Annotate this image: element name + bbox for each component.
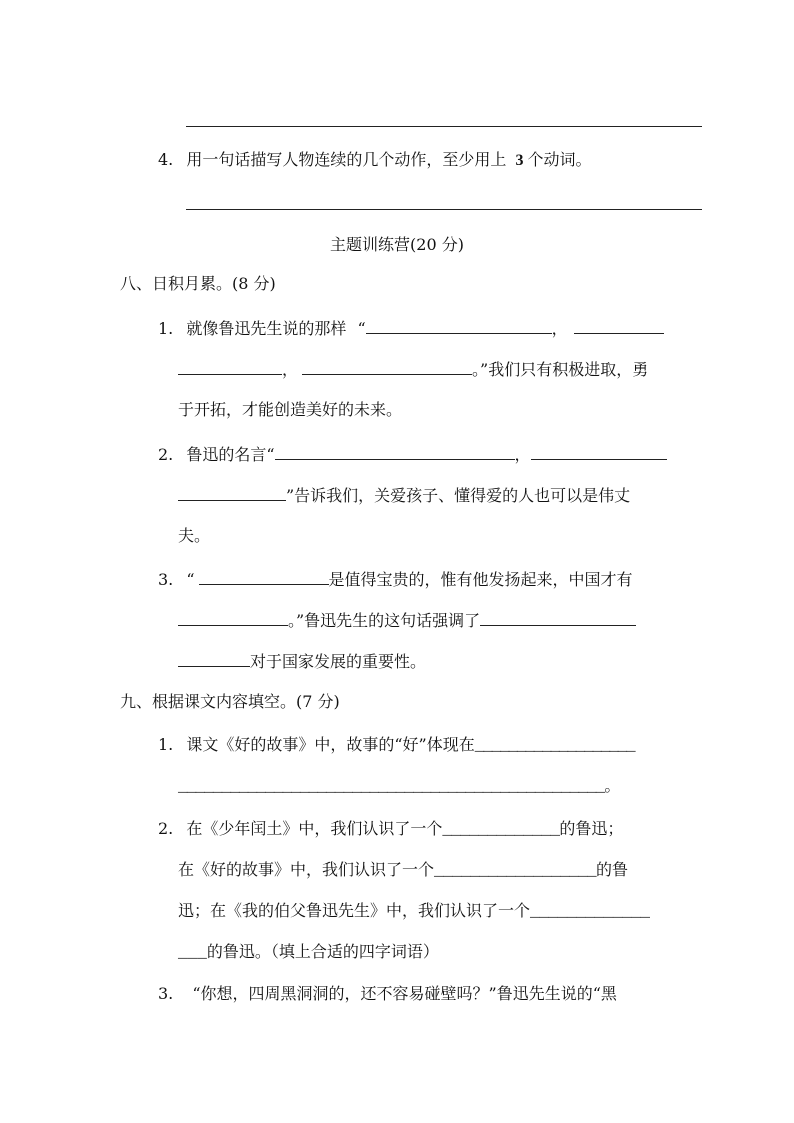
- s8-item-1-line-2: [178, 358, 648, 380]
- question-text: 的鲁迅；: [559, 819, 624, 838]
- question-number: 3.: [158, 570, 174, 589]
- question-number: 1.: [158, 319, 174, 338]
- section-8-heading: 八、日积月累。(8 分): [120, 274, 276, 293]
- question-text: 是值得宝贵的，惟有他发扬起来，中国才有: [328, 570, 633, 589]
- question-text: 对于国家发展的重要性。: [250, 652, 427, 671]
- question-number: 1.: [158, 735, 174, 754]
- fill-blank[interactable]: ___________________: [474, 737, 635, 755]
- question-number: 2.: [158, 819, 174, 838]
- fill-blank[interactable]: [178, 358, 282, 375]
- question-text: 。”我们只有积极进取，勇: [472, 360, 649, 379]
- s8-item-2-line-3: 夫。: [178, 526, 211, 545]
- question-text: 在《好的故事》中，我们认识了一个: [178, 860, 435, 879]
- question-number: 4.: [158, 150, 174, 169]
- fill-blank[interactable]: [178, 609, 288, 626]
- fill-blank[interactable]: [275, 443, 515, 460]
- s9-item-2-line-1: [158, 819, 623, 840]
- s8-item-3-line-2: [178, 609, 636, 631]
- fill-blank[interactable]: _________________________________________________: [178, 778, 605, 796]
- question-number: 3.: [158, 984, 174, 1003]
- fill-blank[interactable]: [302, 358, 472, 375]
- section-9-heading: 九、根据课文内容填空。(7 分): [120, 692, 340, 711]
- answer-line[interactable]: [186, 126, 702, 127]
- question-text-end: 个动词。: [527, 150, 592, 169]
- question-text: 。”鲁迅先生的这句话强调了: [288, 611, 481, 630]
- quote-mark: “: [186, 570, 195, 589]
- fill-blank[interactable]: [574, 317, 664, 334]
- question-text: 迅；在《我的伯父鲁迅先生》中，我们认识了一个: [178, 901, 531, 920]
- punctuation: ，: [514, 445, 531, 464]
- s9-item-3-line-1: [158, 984, 617, 1004]
- verb-count: 3: [515, 152, 524, 169]
- fill-blank[interactable]: [199, 568, 329, 585]
- s9-item-1-line-1: [158, 735, 634, 756]
- fill-blank[interactable]: _____________: [442, 821, 560, 839]
- fill-blank[interactable]: ___: [178, 944, 207, 962]
- s9-item-1-line-2: [178, 776, 620, 797]
- question-text: 就像鲁迅先生说的那样: [186, 319, 347, 338]
- question-number: 2.: [158, 445, 174, 464]
- s9-item-2-line-4: [178, 942, 439, 963]
- fill-blank[interactable]: [531, 443, 667, 460]
- question-text: 在《少年闰土》中，我们认识了一个: [186, 819, 443, 838]
- question-text: 的鲁迅。（填上合适的四字词语）: [206, 942, 439, 961]
- fill-blank[interactable]: [178, 650, 250, 667]
- question-text: 用一句话描写人物连续的几个动作，至少用上: [186, 150, 507, 169]
- s8-item-1-line-3: 于开拓，才能创造美好的未来。: [178, 400, 403, 419]
- punctuation: 。: [604, 776, 621, 795]
- s8-item-2-line-1: [158, 443, 667, 465]
- question-text: ”告诉我们，关爱孩子、懂得爱的人也可以是伟丈: [286, 486, 631, 505]
- s9-item-2-line-2: [178, 860, 628, 881]
- question-4: [158, 150, 591, 171]
- question-text: 鲁迅的名言“: [186, 445, 275, 464]
- quote-mark: “: [357, 319, 366, 338]
- fill-blank[interactable]: __________________: [434, 862, 597, 880]
- section-title: 主题训练营(20 分): [330, 235, 464, 254]
- fill-blank[interactable]: [178, 484, 286, 501]
- question-text: 课文《好的故事》中，故事的“好”体现在: [186, 735, 475, 754]
- s8-item-3-line-3: [178, 650, 426, 672]
- question-text: “你想，四周黑洞洞的，还不容易碰壁吗？”鲁迅先生说的“黑: [192, 984, 617, 1003]
- punctuation: ，: [551, 319, 568, 338]
- s9-item-2-line-3: [178, 901, 650, 922]
- s8-item-3-line-1: [158, 568, 633, 590]
- fill-blank[interactable]: _____________: [530, 903, 650, 921]
- answer-line[interactable]: [186, 209, 702, 210]
- s8-item-1-line-1: [158, 317, 664, 339]
- s8-item-2-line-2: [178, 484, 630, 506]
- fill-blank[interactable]: [480, 609, 636, 626]
- fill-blank[interactable]: [366, 317, 552, 334]
- question-text: 的鲁: [596, 860, 629, 879]
- punctuation: ，: [282, 360, 299, 379]
